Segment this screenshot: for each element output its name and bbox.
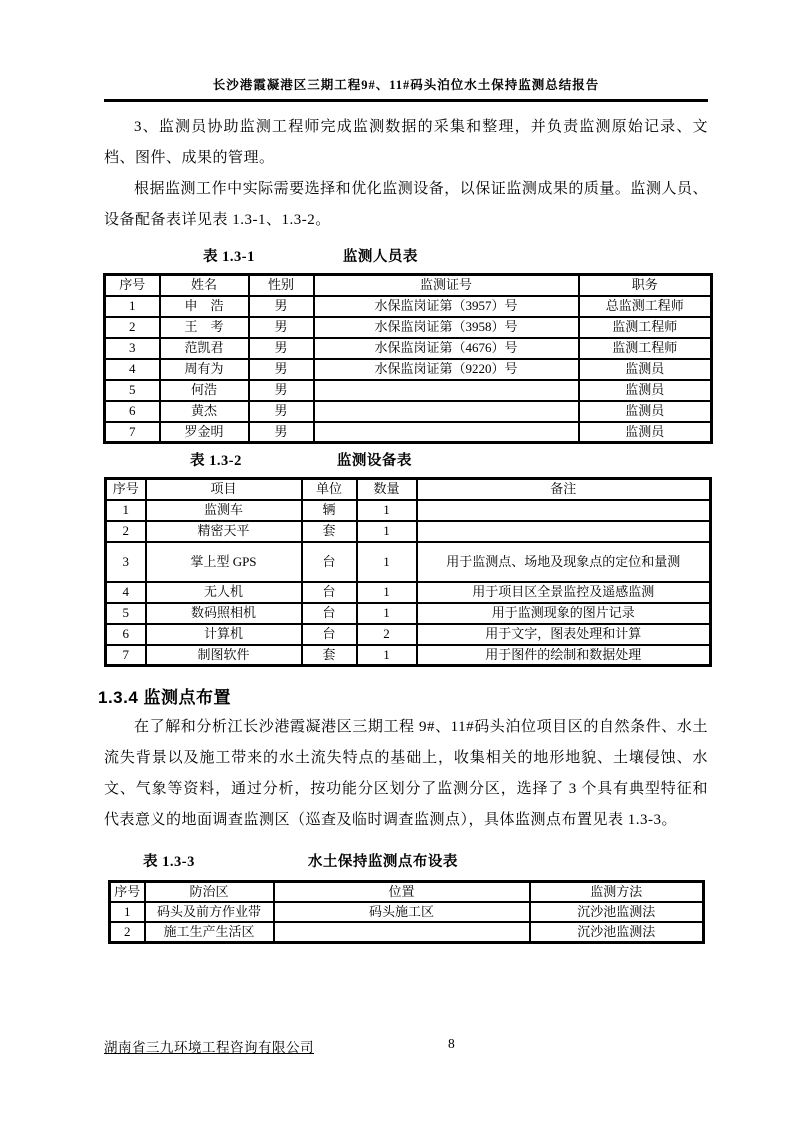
column-header: 序号 bbox=[110, 882, 145, 903]
table-cell: 6 bbox=[105, 401, 160, 422]
table-cell: 3 bbox=[105, 338, 160, 359]
table-cell: 码头及前方作业带 bbox=[145, 902, 274, 922]
page-footer bbox=[104, 1036, 708, 1056]
column-header: 性别 bbox=[249, 275, 314, 296]
table-cell: 监测员 bbox=[579, 401, 712, 422]
column-header: 监测方法 bbox=[530, 882, 704, 903]
table-cell: 数码照相机 bbox=[146, 603, 302, 624]
table-cell: 码头施工区 bbox=[274, 902, 530, 922]
table-cell: 套 bbox=[302, 645, 357, 666]
table-cell: 施工生产生活区 bbox=[145, 922, 274, 943]
table-cell: 4 bbox=[105, 359, 160, 380]
table-row bbox=[106, 603, 711, 624]
table-cell: 男 bbox=[249, 296, 314, 317]
table-cell: 黄杰 bbox=[160, 401, 249, 422]
table-row bbox=[105, 401, 712, 422]
table-cell: 台 bbox=[302, 603, 357, 624]
paragraph-1: 3、监测员协助监测工程师完成监测数据的采集和整理，并负责监测原始记录、文档、图件、成果的管理。 bbox=[104, 119, 708, 166]
page-content bbox=[98, 0, 708, 944]
table-cell: 计算机 bbox=[146, 624, 302, 645]
table-cell bbox=[314, 422, 579, 443]
column-header: 姓名 bbox=[160, 275, 249, 296]
table-cell: 男 bbox=[249, 380, 314, 401]
table-cell: 总监测工程师 bbox=[579, 296, 712, 317]
table-row bbox=[106, 521, 711, 542]
table-cell: 水保监岗证第（3957）号 bbox=[314, 296, 579, 317]
table-row bbox=[110, 902, 704, 922]
table-row bbox=[110, 922, 704, 943]
table-cell: 用于文字，图表处理和计算 bbox=[417, 624, 711, 645]
table-cell: 1 bbox=[106, 500, 146, 521]
column-header: 数量 bbox=[357, 479, 417, 500]
table-cell: 1 bbox=[357, 542, 417, 582]
table-cell: 制图软件 bbox=[146, 645, 302, 666]
table-cell: 2 bbox=[110, 922, 145, 943]
table-cell: 1 bbox=[105, 296, 160, 317]
table-cell: 范凯君 bbox=[160, 338, 249, 359]
table-cell: 4 bbox=[106, 582, 146, 603]
table-cell: 王 考 bbox=[160, 317, 249, 338]
table-cell bbox=[314, 380, 579, 401]
table-cell: 套 bbox=[302, 521, 357, 542]
column-header: 监测证号 bbox=[314, 275, 579, 296]
table-cell: 5 bbox=[105, 380, 160, 401]
table-row bbox=[106, 645, 711, 666]
monitoring-points-table bbox=[108, 880, 705, 944]
table-cell: 2 bbox=[106, 521, 146, 542]
column-header: 序号 bbox=[106, 479, 146, 500]
section-heading-1-3-4: 1.3.4 监测点布置 bbox=[98, 688, 232, 707]
table-cell: 台 bbox=[302, 582, 357, 603]
table-row bbox=[106, 624, 711, 645]
table-cell: 何浩 bbox=[160, 380, 249, 401]
column-header: 单位 bbox=[302, 479, 357, 500]
column-header: 项目 bbox=[146, 479, 302, 500]
table-cell bbox=[314, 401, 579, 422]
table-cell: 掌上型 GPS bbox=[146, 542, 302, 582]
table-cell: 2 bbox=[357, 624, 417, 645]
column-header: 位置 bbox=[274, 882, 530, 903]
table1-caption-label: 表 1.3-1 bbox=[203, 249, 255, 265]
table-cell: 5 bbox=[106, 603, 146, 624]
table-cell: 7 bbox=[106, 645, 146, 666]
table-header-row bbox=[106, 479, 711, 500]
table-row bbox=[106, 542, 711, 582]
table-cell: 3 bbox=[106, 542, 146, 582]
table-cell: 台 bbox=[302, 542, 357, 582]
table-cell: 监测车 bbox=[146, 500, 302, 521]
personnel-table bbox=[103, 273, 713, 444]
table-cell bbox=[417, 521, 711, 542]
header-rule bbox=[104, 99, 708, 102]
table3-caption bbox=[104, 850, 708, 871]
table-cell: 监测工程师 bbox=[579, 338, 712, 359]
table-cell: 监测员 bbox=[579, 380, 712, 401]
table3-caption-title: 水土保持监测点布设表 bbox=[307, 854, 458, 870]
footer-company-name: 湖南省三九环境工程咨询有限公司 bbox=[104, 1040, 314, 1055]
table2-caption-label: 表 1.3-2 bbox=[190, 453, 242, 469]
table-cell: 1 bbox=[357, 645, 417, 666]
table-row bbox=[105, 422, 712, 443]
table-row bbox=[105, 296, 712, 317]
table-cell: 男 bbox=[249, 422, 314, 443]
paragraph-2: 根据监测工作中实际需要选择和优化监测设备，以保证监测成果的质量。监测人员、设备配备表详见表 1.3-1、1.3-2。 bbox=[104, 181, 708, 228]
table-cell: 用于项目区全景监控及遥感监测 bbox=[417, 582, 711, 603]
table-cell: 辆 bbox=[302, 500, 357, 521]
table-cell: 男 bbox=[249, 359, 314, 380]
table-row bbox=[106, 582, 711, 603]
table-cell: 台 bbox=[302, 624, 357, 645]
paragraph-3: 在了解和分析江长沙港霞凝港区三期工程 9#、11#码头泊位项目区的自然条件、水土流失背景以及施工带来的水土流失特点的基础上，收集相关的地形地貌、土壤侵蚀、水文、气象等资料，通过分析，按功能分区划分了监测分区，选择了 3 个具有典型特征和代表意义的地面调查监测区（巡查及临时调查监测点），具体监测点布置见表 1.3-3。 bbox=[104, 719, 708, 828]
table-cell: 1 bbox=[357, 500, 417, 521]
column-header: 序号 bbox=[105, 275, 160, 296]
table-cell: 男 bbox=[249, 401, 314, 422]
table1-caption bbox=[104, 245, 708, 266]
table1-caption-title: 监测人员表 bbox=[342, 249, 418, 265]
page-number: 8 bbox=[448, 1036, 455, 1051]
table-cell: 用于图件的绘制和数据处理 bbox=[417, 645, 711, 666]
table-cell: 沉沙池监测法 bbox=[530, 922, 704, 943]
table-cell bbox=[417, 500, 711, 521]
table-cell: 7 bbox=[105, 422, 160, 443]
table-row bbox=[106, 500, 711, 521]
table2-caption bbox=[104, 449, 708, 470]
table-row bbox=[105, 338, 712, 359]
table-cell: 水保监岗证第（9220）号 bbox=[314, 359, 579, 380]
table-cell: 1 bbox=[357, 603, 417, 624]
table-cell bbox=[274, 922, 530, 943]
table-cell: 监测员 bbox=[579, 422, 712, 443]
table-cell: 用于监测点、场地及现象点的定位和量测 bbox=[417, 542, 711, 582]
table-cell: 监测员 bbox=[579, 359, 712, 380]
table-cell: 无人机 bbox=[146, 582, 302, 603]
table-cell: 1 bbox=[357, 521, 417, 542]
table-cell: 监测工程师 bbox=[579, 317, 712, 338]
table-row bbox=[105, 359, 712, 380]
table-cell: 6 bbox=[106, 624, 146, 645]
table-cell: 申 浩 bbox=[160, 296, 249, 317]
table-row bbox=[105, 317, 712, 338]
equipment-table bbox=[104, 477, 712, 667]
table-header-row bbox=[105, 275, 712, 296]
table-cell: 2 bbox=[105, 317, 160, 338]
table3-caption-label: 表 1.3-3 bbox=[143, 854, 195, 870]
table2-caption-title: 监测设备表 bbox=[336, 453, 412, 469]
column-header: 备注 bbox=[417, 479, 711, 500]
table-cell: 用于监测现象的图片记录 bbox=[417, 603, 711, 624]
table-cell: 沉沙池监测法 bbox=[530, 902, 704, 922]
table-cell: 水保监岗证第（4676）号 bbox=[314, 338, 579, 359]
table-cell: 1 bbox=[357, 582, 417, 603]
table-cell: 周有为 bbox=[160, 359, 249, 380]
table-cell: 男 bbox=[249, 338, 314, 359]
table-header-row bbox=[110, 882, 704, 903]
table-cell: 罗金明 bbox=[160, 422, 249, 443]
column-header: 防治区 bbox=[145, 882, 274, 903]
table-cell: 男 bbox=[249, 317, 314, 338]
table-cell: 水保监岗证第（3958）号 bbox=[314, 317, 579, 338]
table-row bbox=[105, 380, 712, 401]
table-cell: 1 bbox=[110, 902, 145, 922]
table-cell: 精密天平 bbox=[146, 521, 302, 542]
column-header: 职务 bbox=[579, 275, 712, 296]
page-header-title: 长沙港霞凝港区三期工程9#、11#码头泊位水土保持监测总结报告 bbox=[212, 78, 600, 92]
